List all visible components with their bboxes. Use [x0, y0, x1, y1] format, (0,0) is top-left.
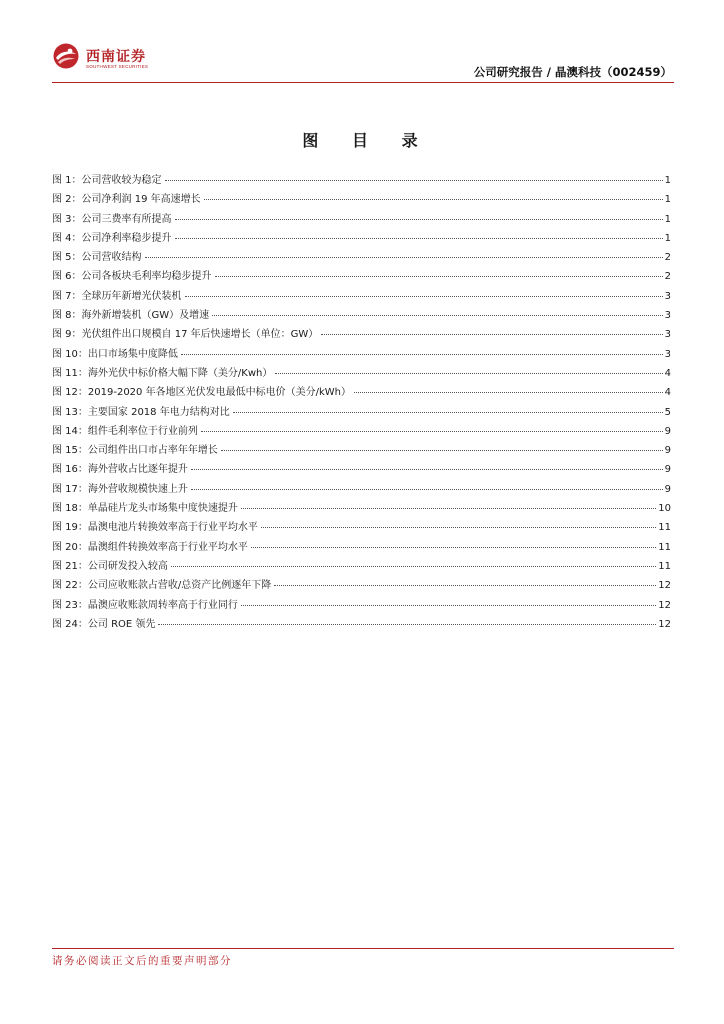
- toc-dot-leader: [261, 527, 656, 528]
- toc-entry[interactable]: [52, 287, 671, 306]
- toc-entry-page: 9: [664, 425, 671, 437]
- page-header: [52, 38, 674, 82]
- toc-entry[interactable]: [52, 325, 671, 344]
- toc-entry[interactable]: [52, 364, 671, 383]
- toc-entry-label: 图 18：单晶硅片龙头市场集中度快速提升: [52, 503, 238, 515]
- toc-entry-page: 10: [658, 503, 671, 515]
- toc-entry-label: 图 20：晶澳组件转换效率高于行业平均水平: [52, 541, 248, 553]
- toc-dot-leader: [185, 296, 663, 297]
- toc-list: [52, 171, 671, 634]
- toc-dot-leader: [145, 257, 663, 258]
- toc-entry-label: 图 15：公司组件出口市占率年年增长: [52, 445, 218, 457]
- toc-dot-leader: [241, 508, 656, 509]
- toc-entry[interactable]: [52, 403, 671, 422]
- toc-entry[interactable]: [52, 248, 671, 267]
- toc-dot-leader: [215, 276, 663, 277]
- toc-entry-label: 图 7：全球历年新增光伏装机: [52, 290, 182, 302]
- toc-dot-leader: [181, 354, 663, 355]
- toc-entry[interactable]: [52, 615, 671, 634]
- toc-dot-leader: [212, 315, 662, 316]
- toc-dot-leader: [233, 412, 663, 413]
- toc-entry-page: 3: [664, 310, 671, 322]
- toc-dot-leader: [251, 547, 656, 548]
- toc-dot-leader: [191, 469, 663, 470]
- logo-emblem-icon: [52, 42, 80, 70]
- toc-entry[interactable]: [52, 499, 671, 518]
- toc-dot-leader: [274, 585, 656, 586]
- toc-entry-label: 图 22：公司应收账款占营收/总资产比例逐年下降: [52, 580, 272, 592]
- toc-entry-page: 5: [664, 406, 671, 418]
- toc-entry[interactable]: [52, 306, 671, 325]
- toc-entry-label: 图 11：海外光伏中标价格大幅下降（美分/Kwh）: [52, 367, 273, 379]
- toc-entry-label: 图 1：公司营收较为稳定: [52, 175, 162, 186]
- toc-entry-page: 1: [664, 175, 671, 186]
- toc-entry-label: 图 12：2019-2020 年各地区光伏发电最低中标电价（美分/kWh）: [52, 387, 351, 399]
- toc-entry[interactable]: [52, 480, 671, 499]
- toc-entry-page: 9: [664, 464, 671, 476]
- logo-text-cn: 西南证券: [86, 49, 146, 65]
- toc-entry-page: 1: [664, 232, 671, 244]
- toc-entry[interactable]: [52, 210, 671, 229]
- toc-entry[interactable]: [52, 267, 671, 286]
- toc-entry[interactable]: [52, 190, 671, 209]
- toc-entry-page: 1: [664, 213, 671, 225]
- toc-entry-page: 12: [658, 599, 671, 611]
- toc-dot-leader: [191, 489, 663, 490]
- toc-dot-leader: [158, 624, 656, 625]
- toc-title: 图 目 录: [302, 131, 432, 150]
- toc-dot-leader: [175, 219, 663, 220]
- toc-dot-leader: [201, 431, 663, 432]
- toc-dot-leader: [175, 238, 663, 239]
- toc-entry-label: 图 2：公司净利润 19 年高速增长: [52, 194, 201, 206]
- toc-entry-page: 9: [664, 483, 671, 495]
- toc-dot-leader: [221, 450, 663, 451]
- toc-entry-label: 图 9：光伏组件出口规模自 17 年后快速增长（单位：GW）: [52, 329, 319, 341]
- toc-entry[interactable]: [52, 596, 671, 615]
- toc-entry-page: 11: [658, 560, 671, 572]
- toc-entry-page: 11: [658, 541, 671, 553]
- toc-entry-page: 9: [664, 445, 671, 457]
- toc-dot-leader: [321, 334, 662, 335]
- toc-entry-label: 图 23：晶澳应收账款周转率高于行业同行: [52, 599, 238, 611]
- toc-entry[interactable]: [52, 383, 671, 402]
- report-title: 公司研究报告 / 晶澳科技（002459）: [473, 65, 672, 79]
- toc-entry-label: 图 24：公司 ROE 领先: [52, 618, 156, 630]
- toc-entry-label: 图 4：公司净利率稳步提升: [52, 232, 172, 244]
- footer-disclaimer: 请务必阅读正文后的重要声明部分: [52, 955, 232, 967]
- toc-entry[interactable]: [52, 422, 671, 441]
- toc-entry-page: 4: [664, 367, 671, 379]
- toc-dot-leader: [165, 180, 663, 181]
- toc-dot-leader: [354, 392, 663, 393]
- toc-entry-page: 2: [664, 271, 671, 283]
- toc-entry-label: 图 10：出口市场集中度降低: [52, 348, 178, 360]
- logo-text-en: SOUTHWEST SECURITIES: [86, 64, 149, 69]
- toc-entry-label: 图 8：海外新增装机（GW）及增速: [52, 310, 210, 322]
- toc-entry-page: 12: [658, 618, 671, 630]
- toc-entry-page: 12: [658, 580, 671, 592]
- toc-dot-leader: [275, 373, 662, 374]
- toc-entry-label: 图 5：公司营收结构: [52, 252, 142, 264]
- toc-entry[interactable]: [52, 557, 671, 576]
- header-divider: [52, 82, 674, 83]
- toc-entry-label: 图 6：公司各板块毛利率均稳步提升: [52, 271, 212, 283]
- toc-entry[interactable]: [52, 576, 671, 595]
- toc-entry[interactable]: [52, 229, 671, 248]
- toc-entry-page: 3: [664, 329, 671, 341]
- toc-entry-page: 3: [664, 348, 671, 360]
- toc-entry[interactable]: [52, 460, 671, 479]
- toc-dot-leader: [241, 605, 656, 606]
- toc-entry[interactable]: [52, 171, 671, 190]
- company-logo: [52, 38, 162, 78]
- toc-entry[interactable]: [52, 538, 671, 557]
- footer-divider: [52, 948, 674, 949]
- toc-entry-label: 图 16：海外营收占比逐年提升: [52, 464, 188, 476]
- toc-entry-page: 2: [664, 252, 671, 264]
- toc-entry[interactable]: [52, 441, 671, 460]
- toc-entry-label: 图 14：组件毛利率位于行业前列: [52, 425, 198, 437]
- toc-entry[interactable]: [52, 518, 671, 537]
- toc-entry-page: 11: [658, 522, 671, 534]
- toc-entry-page: 1: [664, 194, 671, 206]
- toc-dot-leader: [204, 199, 663, 200]
- toc-entry-label: 图 21：公司研发投入较高: [52, 560, 168, 572]
- toc-entry-page: 4: [664, 387, 671, 399]
- toc-entry-label: 图 19：晶澳电池片转换效率高于行业平均水平: [52, 522, 258, 534]
- toc-entry-page: 3: [664, 290, 671, 302]
- toc-entry[interactable]: [52, 345, 671, 364]
- toc-entry-label: 图 17：海外营收规模快速上升: [52, 483, 188, 495]
- toc-entry-label: 图 3：公司三费率有所提高: [52, 213, 172, 225]
- toc-dot-leader: [171, 566, 656, 567]
- toc-entry-label: 图 13：主要国家 2018 年电力结构对比: [52, 406, 230, 418]
